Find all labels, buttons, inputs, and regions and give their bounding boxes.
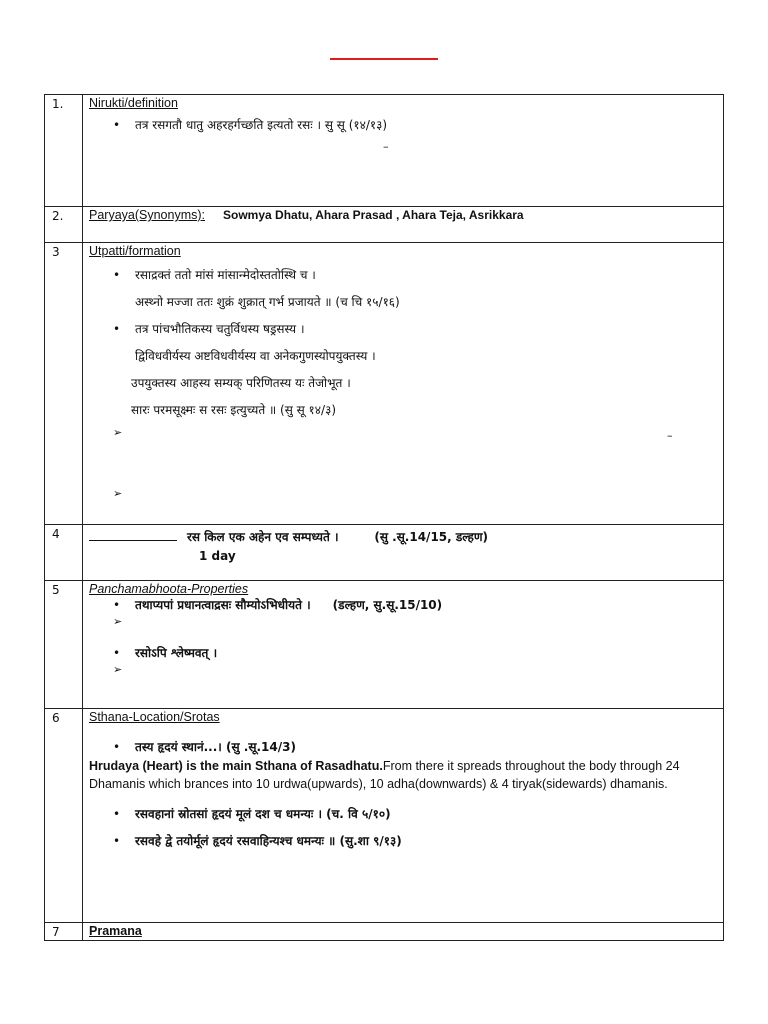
bullet: • [113,806,121,821]
list-item [113,740,717,755]
duration-text: 1 day [199,549,236,563]
sanskrit-text: रसोऽपि श्लेष्मवत् । [135,646,218,661]
list-item [113,807,717,822]
description-text: From there it spreads throughout the body through 24 Dhamanis which brances into 10 urdwa(upwards), 10 adha(downwards) & 4 tiryak(sidewards) dhamanis. [89,758,680,791]
row-content [83,709,724,923]
sanskrit-text: रस किल एक अहेन एव सम्पध्यते । [187,530,339,544]
table-row [45,243,724,525]
arrow-bullet-icon: ➢ [113,425,123,439]
sanskrit-text: रसवहे द्वे तयोर्मूलं हृदयं रसवाहिन्यश्च धमन्यः ॥ (सु.शा ९/१३) [135,833,402,848]
sanskrit-text: अस्थ्नो मज्जा ततः शुक्रं शुक्रात् गर्भ प्रजायते ॥ (च चि १५/१६) [135,294,400,309]
table-row [45,581,724,709]
row-number: 4 [45,525,83,581]
sanskrit-text: तस्य हृदयं स्थानं...। (सु .सू.14/3) [135,739,296,754]
dash-mark: – [383,140,389,153]
arrow-bullet-icon: ➢ [113,614,123,628]
reference-text: (सु .सू.14/15, डल्हण) [374,530,489,544]
row-number: 2. [45,207,83,243]
row-number: 6 [45,709,83,923]
list-item [113,322,717,337]
bullet: • [113,646,121,661]
row-heading: Panchamabhoota-Properties [89,582,249,596]
sanskrit-text: तत्र पांचभौतिकस्य चतुर्विधस्य षड्रसस्य । [135,321,305,336]
heart-emphasis: Hrudaya (Heart) is the main Sthana of Rasadhatu. [89,758,383,773]
list-item [113,646,717,661]
bullet: • [113,597,121,612]
row-content [83,923,724,941]
sanskrit-text: तत्र रसगतौ धातु अहरहर्गच्छति इत्यतो रसः । सु सू (१४/१३) [135,117,388,132]
description-paragraph [89,757,717,793]
sanskrit-text: उपयुक्तस्य आहस्य सम्यक् परिणितस्य यः तेजोभूत । [131,375,351,390]
row-content [83,95,724,207]
bullet: • [113,833,121,848]
row-content [83,525,724,581]
bullet: • [113,321,121,336]
row-number: 3 [45,243,83,525]
table-row [45,709,724,923]
blank-fill-line [89,540,177,541]
rasa-dhatu-table [44,94,724,941]
bullet: • [113,117,121,132]
row-heading: Paryaya(Synonyms): [89,208,206,222]
bullet: • [113,739,121,754]
sanskrit-text: रसवहानां स्रोतसां हृदयं मूलं दश च धमन्यः । (च. वि ५/१०) [135,806,391,821]
row-content [83,581,724,709]
sanskrit-text: सारः परमसूक्ष्मः स रसः इत्युच्यते ॥ (सु सू १४/३) [131,402,336,417]
sanskrit-text: द्विविधवीर्यस्य अष्टविधवीर्यस्य वा अनेकगुणस्योपयुक्तस्य । [135,348,376,363]
bullet: • [113,267,121,282]
row-number: 5 [45,581,83,709]
table-row [45,923,724,941]
row-heading: Sthana-Location/Srotas [89,710,220,724]
list-item [113,118,717,133]
sanskrit-text: रसाद्रक्तं ततो मांसं मांसान्मेदोस्ततोस्थि च । [135,267,316,282]
list-item [113,834,717,849]
row-heading: Pramana [89,924,142,938]
row-number: 7 [45,923,83,941]
synonyms-text: Sowmya Dhatu, Ahara Prasad , Ahara Teja, Asrikkara [223,208,524,222]
reference-text: (डल्हण, सु.सू.15/10) [332,597,443,612]
arrow-bullet-icon: ➢ [113,663,123,677]
row-heading: Nirukti/definition [89,96,178,110]
red-title-underline [330,58,438,60]
table-row [45,525,724,581]
table-row [45,95,724,207]
list-item [113,598,717,613]
dash-mark: – [667,429,673,442]
row-heading: Utpatti/formation [89,244,181,258]
list-item [113,268,717,283]
rasa-formation-line [89,530,717,545]
row-content [83,243,724,525]
row-content [83,207,724,243]
arrow-bullet-icon: ➢ [113,487,123,501]
row-number: 1. [45,95,83,207]
table-row [45,207,724,243]
sanskrit-text: तथाप्यपां प्रधानत्वाद्रसः सौम्योऽभिधीयते । [135,597,311,612]
